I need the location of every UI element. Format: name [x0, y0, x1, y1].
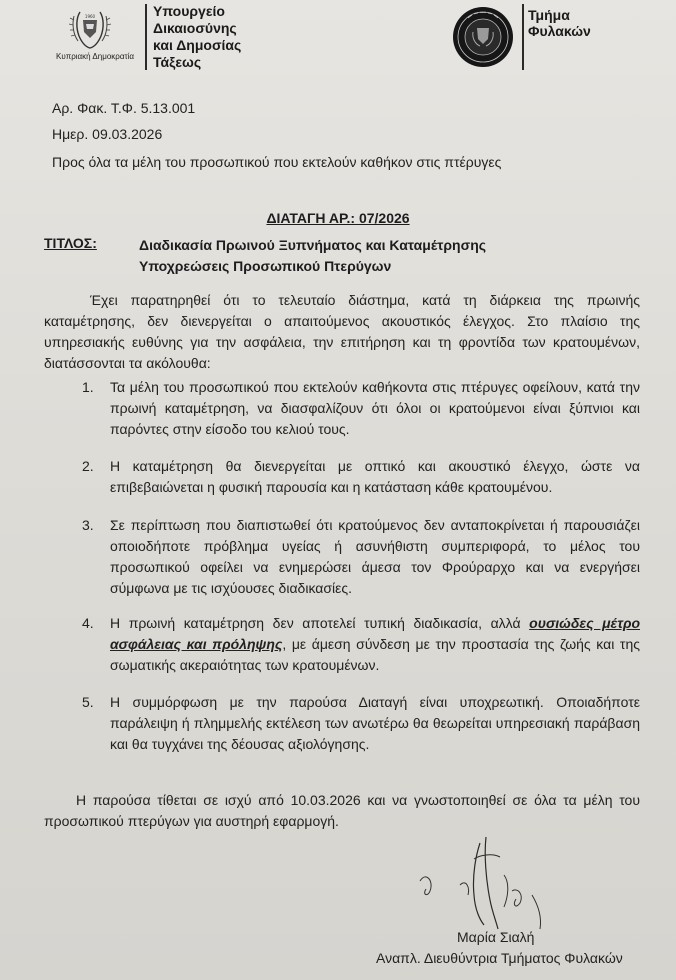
item-number: 3. [82, 517, 94, 533]
ministry-line: Δικαιοσύνης [153, 20, 237, 36]
order-item [82, 515, 640, 599]
intro-paragraph: Έχει παρατηρηθεί ότι το τελευταίο διάστημα, κατά τη διάρκεια της πρωινής καταμέτρησης, δεν διενεργείται ο απαιτούμενος ακουστικός έλεγχος. Στο πλαίσιο της υπηρεσιακής ευθύνης για την ασφάλεια, την επιτήρηση και τη φροντίδα των κρατουμένων, διατάσσονται τα ακόλουθα: [44, 292, 640, 371]
subject-text: Διαδικασία Πρωινού Ξυπνήματος και Καταμέτρησης Υποχρεώσεις Προσωπικού Πτερύγων [139, 237, 487, 274]
department-line: Φυλακών [528, 23, 591, 39]
item-text-part: , με άμεση σύνδεση με την προστασία της ζωής και της σωματικής ακεραιότητας των κρατουμένων. [110, 636, 640, 673]
item-text: Τα μέλη του προσωπικού που εκτελούν καθήκοντα στις πτέρυγες οφείλουν, κατά την πρωινή καταμέτρηση, να διασφαλίζουν ότι όλοι οι κρατούμενοι είναι ξύπνιοι και παρόντες στην είσοδο του κελιού τους. [110, 379, 640, 437]
department-line: Τμήμα [528, 7, 570, 23]
cyprus-caption: Κυπριακή Δημοκρατία [56, 52, 135, 61]
item-text: Η συμμόρφωση με την παρούσα Διαταγή είναι υποχρεωτική. Οποιαδήποτε παράλειψη ή πλημμελής εκτέλεση των ανωτέρω θα θεωρείται υπηρεσιακή παράβαση και θα τυγχάνει της δέουσας αξιολόγησης. [110, 694, 640, 752]
order-item [82, 613, 640, 676]
item-emphasis: ουσιώδες μέτρο ασφάλειας και πρόληψης [110, 615, 640, 652]
handwritten-signature [400, 825, 570, 935]
recipients-line: Προς όλα τα μέλη του προσωπικού που εκτελούν καθήκον στις πτέρυγες [52, 154, 502, 170]
item-number: 2. [82, 458, 94, 474]
order-number-heading: ΔΙΑΤΑΓΗ ΑΡ.: 07/2026 [266, 210, 410, 226]
order-item [82, 692, 640, 755]
prison-department-seal-icon [452, 6, 514, 68]
item-text-part: Η πρωινή καταμέτρηση δεν αποτελεί τυπική διαδικασία, αλλά [110, 615, 530, 631]
department-name [528, 7, 591, 39]
header-divider [145, 4, 147, 70]
ministry-line: και Δημοσίας [153, 37, 242, 53]
ministry-line: Τάξεως [153, 54, 202, 70]
svg-text:1960: 1960 [84, 14, 96, 19]
order-item [82, 377, 640, 440]
signer-title: Αναπλ. Διευθύντρια Τμήματος Φυλακών [376, 950, 623, 966]
closing-paragraph: Η παρούσα τίθεται σε ισχύ από 10.03.2026 και να γνωστοποιηθεί σε όλα τα μέλη του προσωπικού πτερύγων για αυστηρή εφαρμογή. [44, 792, 640, 829]
subject-label: ΤΙΤΛΟΣ: [44, 235, 97, 251]
cyprus-coat-of-arms-icon [66, 6, 114, 52]
order-item [82, 456, 640, 498]
file-number: Αρ. Φακ. Τ.Φ. 5.13.001 [52, 100, 196, 116]
item-text: Η καταμέτρηση θα διενεργείται με οπτικό και ακουστικό έλεγχο, ώστε να επιβεβαιώνεται η φυσική παρουσία και η κατάσταση κάθε κρατουμένου. [110, 458, 640, 495]
ministry-line: Υπουργείο [153, 3, 225, 19]
item-number: 4. [82, 615, 94, 631]
item-number: 5. [82, 694, 94, 710]
document-date: Ημερ. 09.03.2026 [52, 126, 163, 142]
ministry-name [153, 3, 241, 71]
item-text: Σε περίπτωση που διαπιστωθεί ότι κρατούμενος δεν ανταποκρίνεται ή παρουσιάζει οποιοδήποτε πρόβλημα υγείας ή ασυνήθιστη συμπεριφορά, το μέλος του προσωπικού οφείλει να ενημερώσει άμεσα τον Φρούραρχο και να ενεργήσει σύμφωνα με τις ισχύουσες διαδικασίες. [110, 517, 640, 596]
item-number: 1. [82, 379, 94, 395]
signer-name: Μαρία Σιαλή [457, 929, 535, 945]
header-divider [522, 4, 524, 70]
